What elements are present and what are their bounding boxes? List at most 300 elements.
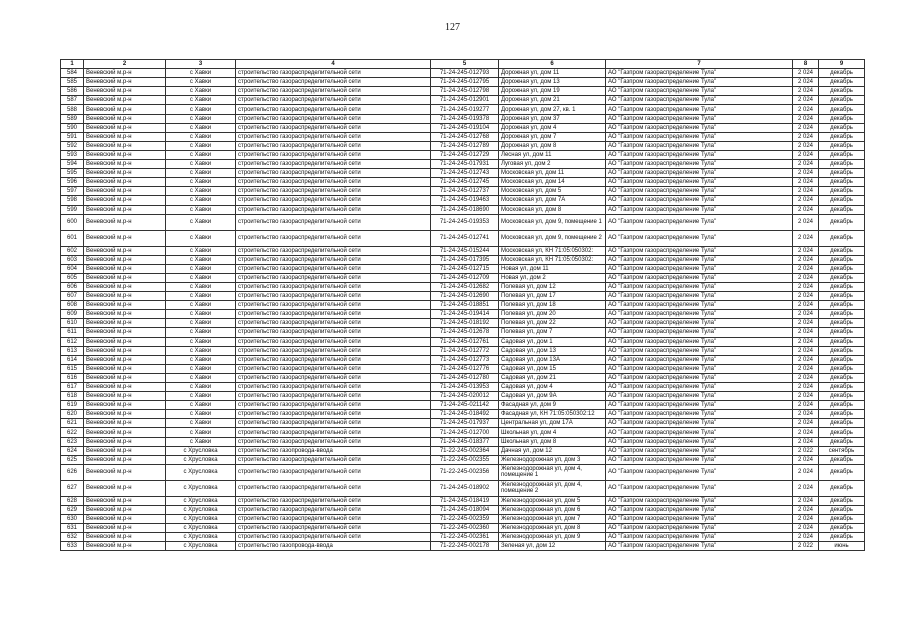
table-row bbox=[61, 515, 865, 524]
month-cell: декабрь bbox=[819, 355, 865, 364]
month-cell: декабрь bbox=[819, 196, 865, 205]
address-cell: Полевая ул, дом 17 bbox=[499, 292, 606, 301]
district-cell: Веневский м.р-н bbox=[84, 319, 166, 328]
address-cell: Садовая ул, дом 13А bbox=[499, 355, 606, 364]
application-number-cell: 71-24-245-020012 bbox=[431, 392, 499, 401]
work-type-cell: строительство газораспределительной сети bbox=[236, 187, 431, 196]
year-cell: 2 024 bbox=[793, 515, 819, 524]
organization-cell: АО "Газпром газораспределение Тула" bbox=[606, 78, 793, 87]
address-cell: Дорожная ул, дом 8 bbox=[499, 141, 606, 150]
year-cell: 2 024 bbox=[793, 464, 819, 480]
month-cell: декабрь bbox=[819, 132, 865, 141]
address-cell: Новая ул, дом 2 bbox=[499, 273, 606, 282]
address-cell: Московская ул, дом 11 bbox=[499, 169, 606, 178]
organization-cell: АО "Газпром газораспределение Тула" bbox=[606, 150, 793, 159]
month-cell: декабрь bbox=[819, 401, 865, 410]
year-cell: 2 024 bbox=[793, 496, 819, 505]
row-number-cell: 624 bbox=[61, 446, 84, 455]
district-cell: Веневский м.р-н bbox=[84, 123, 166, 132]
district-cell: Веневский м.р-н bbox=[84, 496, 166, 505]
table-row bbox=[61, 437, 865, 446]
district-cell: Веневский м.р-н bbox=[84, 480, 166, 496]
district-cell: Веневский м.р-н bbox=[84, 150, 166, 159]
work-type-cell: строительство газораспределительной сети bbox=[236, 533, 431, 542]
organization-cell: АО "Газпром газораспределение Тула" bbox=[606, 169, 793, 178]
row-number-cell: 614 bbox=[61, 355, 84, 364]
organization-cell: АО "Газпром газораспределение Тула" bbox=[606, 401, 793, 410]
settlement-cell: с Хавки bbox=[166, 78, 236, 87]
address-cell: Полевая ул, дом 22 bbox=[499, 319, 606, 328]
settlement-cell: с Хрусловка bbox=[166, 515, 236, 524]
table-row bbox=[61, 196, 865, 205]
table-row bbox=[61, 310, 865, 319]
year-cell: 2 024 bbox=[793, 392, 819, 401]
work-type-cell: строительство газораспределительной сети bbox=[236, 310, 431, 319]
year-cell: 2 024 bbox=[793, 401, 819, 410]
district-cell: Веневский м.р-н bbox=[84, 178, 166, 187]
table-row bbox=[61, 205, 865, 214]
address-cell: Дорожная ул, дом 4 bbox=[499, 123, 606, 132]
month-cell: декабрь bbox=[819, 437, 865, 446]
work-type-cell: строительство газораспределительной сети bbox=[236, 392, 431, 401]
address-cell: Дорожная ул, дом 7 bbox=[499, 132, 606, 141]
address-cell: Железнодорожная ул, дом 9 bbox=[499, 533, 606, 542]
table-row bbox=[61, 446, 865, 455]
organization-cell: АО "Газпром газораспределение Тула" bbox=[606, 437, 793, 446]
month-cell: декабрь bbox=[819, 496, 865, 505]
year-cell: 2 024 bbox=[793, 114, 819, 123]
work-type-cell: строительство газораспределительной сети bbox=[236, 169, 431, 178]
work-type-cell: строительство газораспределительной сети bbox=[236, 383, 431, 392]
row-number-cell: 629 bbox=[61, 505, 84, 514]
table-row bbox=[61, 364, 865, 373]
address-cell: Московская ул, дом 5 bbox=[499, 187, 606, 196]
settlement-cell: с Хавки bbox=[166, 282, 236, 291]
month-cell: декабрь bbox=[819, 87, 865, 96]
row-number-cell: 595 bbox=[61, 169, 84, 178]
year-cell: 2 024 bbox=[793, 355, 819, 364]
district-cell: Веневский м.р-н bbox=[84, 132, 166, 141]
application-number-cell: 71-24-245-012743 bbox=[431, 169, 499, 178]
row-number-cell: 613 bbox=[61, 346, 84, 355]
table-row bbox=[61, 105, 865, 114]
year-cell: 2 024 bbox=[793, 533, 819, 542]
table-row bbox=[61, 410, 865, 419]
settlement-cell: с Хавки bbox=[166, 419, 236, 428]
address-cell: Луговая ул, дом 2 bbox=[499, 160, 606, 169]
organization-cell: АО "Газпром газораспределение Тула" bbox=[606, 337, 793, 346]
year-cell: 2 024 bbox=[793, 132, 819, 141]
application-number-cell: 71-24-245-018690 bbox=[431, 205, 499, 214]
address-cell: Садовая ул, дом 15 bbox=[499, 364, 606, 373]
application-number-cell: 71-24-245-019277 bbox=[431, 105, 499, 114]
table-row bbox=[61, 428, 865, 437]
application-number-cell: 71-22-245-002361 bbox=[431, 533, 499, 542]
row-number-cell: 598 bbox=[61, 196, 84, 205]
district-cell: Веневский м.р-н bbox=[84, 337, 166, 346]
year-cell: 2 024 bbox=[793, 246, 819, 255]
district-cell: Веневский м.р-н bbox=[84, 328, 166, 337]
row-number-cell: 632 bbox=[61, 533, 84, 542]
month-cell: декабрь bbox=[819, 419, 865, 428]
row-number-cell: 623 bbox=[61, 437, 84, 446]
year-cell: 2 024 bbox=[793, 160, 819, 169]
settlement-cell: с Хрусловка bbox=[166, 480, 236, 496]
row-number-cell: 594 bbox=[61, 160, 84, 169]
organization-cell: АО "Газпром газораспределение Тула" bbox=[606, 355, 793, 364]
table-row bbox=[61, 319, 865, 328]
table-row bbox=[61, 533, 865, 542]
district-cell: Веневский м.р-н bbox=[84, 346, 166, 355]
organization-cell: АО "Газпром газораспределение Тула" bbox=[606, 524, 793, 533]
settlement-cell: с Хавки bbox=[166, 196, 236, 205]
address-cell: Московская ул, дом 8 bbox=[499, 205, 606, 214]
organization-cell: АО "Газпром газораспределение Тула" bbox=[606, 132, 793, 141]
application-number-cell: 71-24-245-012715 bbox=[431, 264, 499, 273]
organization-cell: АО "Газпром газораспределение Тула" bbox=[606, 515, 793, 524]
organization-cell: АО "Газпром газораспределение Тула" bbox=[606, 505, 793, 514]
organization-cell: АО "Газпром газораспределение Тула" bbox=[606, 105, 793, 114]
year-cell: 2 024 bbox=[793, 123, 819, 132]
row-number-cell: 628 bbox=[61, 496, 84, 505]
address-cell: Железнодорожная ул, дом 3 bbox=[499, 455, 606, 464]
organization-cell: АО "Газпром газораспределение Тула" bbox=[606, 346, 793, 355]
application-number-cell: 71-22-245-002360 bbox=[431, 524, 499, 533]
month-cell: декабрь bbox=[819, 455, 865, 464]
year-cell: 2 024 bbox=[793, 337, 819, 346]
table-row bbox=[61, 496, 865, 505]
work-type-cell: строительство газораспределительной сети bbox=[236, 69, 431, 78]
settlement-cell: с Хавки bbox=[166, 410, 236, 419]
organization-cell: АО "Газпром газораспределение Тула" bbox=[606, 282, 793, 291]
district-cell: Веневский м.р-н bbox=[84, 310, 166, 319]
application-number-cell: 71-24-245-017937 bbox=[431, 419, 499, 428]
table-row bbox=[61, 355, 865, 364]
organization-cell: АО "Газпром газораспределение Тула" bbox=[606, 205, 793, 214]
table-row bbox=[61, 114, 865, 123]
district-cell: Веневский м.р-н bbox=[84, 446, 166, 455]
row-number-cell: 603 bbox=[61, 255, 84, 264]
row-number-cell: 602 bbox=[61, 246, 84, 255]
year-cell: 2 024 bbox=[793, 319, 819, 328]
month-cell: декабрь bbox=[819, 105, 865, 114]
organization-cell: АО "Газпром газораспределение Тула" bbox=[606, 392, 793, 401]
district-cell: Веневский м.р-н bbox=[84, 292, 166, 301]
organization-cell: АО "Газпром газораспределение Тула" bbox=[606, 255, 793, 264]
row-number-cell: 611 bbox=[61, 328, 84, 337]
work-type-cell: строительство газораспределительной сети bbox=[236, 87, 431, 96]
organization-cell: АО "Газпром газораспределение Тула" bbox=[606, 96, 793, 105]
year-cell: 2 024 bbox=[793, 301, 819, 310]
address-cell: Железнодорожная ул, дом 6 bbox=[499, 505, 606, 514]
district-cell: Веневский м.р-н bbox=[84, 105, 166, 114]
district-cell: Веневский м.р-н bbox=[84, 160, 166, 169]
organization-cell: АО "Газпром газораспределение Тула" bbox=[606, 419, 793, 428]
settlement-cell: с Хавки bbox=[166, 255, 236, 264]
application-number-cell: 71-22-245-002356 bbox=[431, 464, 499, 480]
month-cell: декабрь bbox=[819, 533, 865, 542]
settlement-cell: с Хавки bbox=[166, 292, 236, 301]
settlement-cell: с Хавки bbox=[166, 96, 236, 105]
settlement-cell: с Хавки bbox=[166, 246, 236, 255]
organization-cell: АО "Газпром газораспределение Тула" bbox=[606, 123, 793, 132]
district-cell: Веневский м.р-н bbox=[84, 355, 166, 364]
year-cell: 2 024 bbox=[793, 264, 819, 273]
settlement-cell: с Хавки bbox=[166, 273, 236, 282]
table-row bbox=[61, 328, 865, 337]
work-type-cell: строительство газораспределительной сети bbox=[236, 132, 431, 141]
work-type-cell: строительство газораспределительной сети bbox=[236, 292, 431, 301]
month-cell: июнь bbox=[819, 542, 865, 551]
year-cell: 2 024 bbox=[793, 178, 819, 187]
table-row bbox=[61, 401, 865, 410]
column-header: 2 bbox=[84, 60, 166, 69]
row-number-cell: 631 bbox=[61, 524, 84, 533]
row-number-cell: 607 bbox=[61, 292, 84, 301]
organization-cell: АО "Газпром газораспределение Тула" bbox=[606, 273, 793, 282]
application-number-cell: 71-24-245-021142 bbox=[431, 401, 499, 410]
work-type-cell: строительство газораспределительной сети bbox=[236, 328, 431, 337]
work-type-cell: строительство газораспределительной сети bbox=[236, 428, 431, 437]
settlement-cell: с Хавки bbox=[166, 230, 236, 246]
address-cell: Полевая ул, дом 7 bbox=[499, 328, 606, 337]
address-cell: Школьная ул, дом 4 bbox=[499, 428, 606, 437]
application-number-cell: 71-24-245-012773 bbox=[431, 355, 499, 364]
settlement-cell: с Хрусловка bbox=[166, 533, 236, 542]
organization-cell: АО "Газпром газораспределение Тула" bbox=[606, 196, 793, 205]
month-cell: декабрь bbox=[819, 205, 865, 214]
table-row bbox=[61, 505, 865, 514]
month-cell: декабрь bbox=[819, 383, 865, 392]
district-cell: Веневский м.р-н bbox=[84, 187, 166, 196]
address-cell: Железнодорожная ул, дом 4, помещение 1 bbox=[499, 464, 606, 480]
application-number-cell: 71-24-245-012690 bbox=[431, 292, 499, 301]
organization-cell: АО "Газпром газораспределение Тула" bbox=[606, 446, 793, 455]
row-number-cell: 608 bbox=[61, 301, 84, 310]
table-row bbox=[61, 69, 865, 78]
table-row bbox=[61, 178, 865, 187]
table-row bbox=[61, 373, 865, 382]
table-row bbox=[61, 464, 865, 480]
column-header: 3 bbox=[166, 60, 236, 69]
month-cell: декабрь bbox=[819, 187, 865, 196]
district-cell: Веневский м.р-н bbox=[84, 464, 166, 480]
month-cell: декабрь bbox=[819, 123, 865, 132]
organization-cell: АО "Газпром газораспределение Тула" bbox=[606, 214, 793, 230]
table-row bbox=[61, 187, 865, 196]
organization-cell: АО "Газпром газораспределение Тула" bbox=[606, 301, 793, 310]
settlement-cell: с Хавки bbox=[166, 87, 236, 96]
year-cell: 2 024 bbox=[793, 292, 819, 301]
month-cell: декабрь bbox=[819, 96, 865, 105]
address-cell: Зеленая ул, дом 12 bbox=[499, 542, 606, 551]
district-cell: Веневский м.р-н bbox=[84, 383, 166, 392]
district-cell: Веневский м.р-н bbox=[84, 69, 166, 78]
month-cell: декабрь bbox=[819, 328, 865, 337]
year-cell: 2 024 bbox=[793, 273, 819, 282]
work-type-cell: строительство газораспределительной сети bbox=[236, 141, 431, 150]
month-cell: декабрь bbox=[819, 178, 865, 187]
district-cell: Веневский м.р-н bbox=[84, 515, 166, 524]
year-cell: 2 024 bbox=[793, 282, 819, 291]
address-cell: Железнодорожная ул, дом 8 bbox=[499, 524, 606, 533]
year-cell: 2 024 bbox=[793, 364, 819, 373]
address-cell: Дорожная ул, дом 11 bbox=[499, 69, 606, 78]
work-type-cell: строительство газораспределительной сети bbox=[236, 196, 431, 205]
year-cell: 2 024 bbox=[793, 383, 819, 392]
table-row bbox=[61, 480, 865, 496]
application-number-cell: 71-24-245-019463 bbox=[431, 196, 499, 205]
work-type-cell: строительство газораспределительной сети bbox=[236, 96, 431, 105]
address-cell: Московская ул, КН 71:05:050302: bbox=[499, 246, 606, 255]
district-cell: Веневский м.р-н bbox=[84, 364, 166, 373]
year-cell: 2 024 bbox=[793, 169, 819, 178]
month-cell: сентябрь bbox=[819, 446, 865, 455]
settlement-cell: с Хрусловка bbox=[166, 455, 236, 464]
column-header: 1 bbox=[61, 60, 84, 69]
settlement-cell: с Хавки bbox=[166, 132, 236, 141]
district-cell: Веневский м.р-н bbox=[84, 437, 166, 446]
settlement-cell: с Хрусловка bbox=[166, 542, 236, 551]
address-cell: Садовая ул, дом 9А bbox=[499, 392, 606, 401]
organization-cell: АО "Газпром газораспределение Тула" bbox=[606, 383, 793, 392]
work-type-cell: строительство газораспределительной сети bbox=[236, 178, 431, 187]
year-cell: 2 024 bbox=[793, 78, 819, 87]
month-cell: декабрь bbox=[819, 319, 865, 328]
district-cell: Веневский м.р-н bbox=[84, 205, 166, 214]
organization-cell: АО "Газпром газораспределение Тула" bbox=[606, 464, 793, 480]
work-type-cell: строительство газораспределительной сети bbox=[236, 246, 431, 255]
row-number-cell: 587 bbox=[61, 96, 84, 105]
settlement-cell: с Хавки bbox=[166, 150, 236, 159]
address-cell: Полевая ул, дом 20 bbox=[499, 310, 606, 319]
work-type-cell: строительство газораспределительной сети bbox=[236, 496, 431, 505]
month-cell: декабрь bbox=[819, 230, 865, 246]
district-cell: Веневский м.р-н bbox=[84, 246, 166, 255]
organization-cell: АО "Газпром газораспределение Тула" bbox=[606, 264, 793, 273]
work-type-cell: строительство газораспределительной сети bbox=[236, 401, 431, 410]
address-cell: Железнодорожная ул, дом 5 bbox=[499, 496, 606, 505]
row-number-cell: 597 bbox=[61, 187, 84, 196]
work-type-cell: строительство газораспределительной сети bbox=[236, 524, 431, 533]
settlement-cell: с Хавки bbox=[166, 69, 236, 78]
work-type-cell: строительство газораспределительной сети bbox=[236, 410, 431, 419]
district-cell: Веневский м.р-н bbox=[84, 141, 166, 150]
settlement-cell: с Хавки bbox=[166, 187, 236, 196]
application-number-cell: 71-24-245-012761 bbox=[431, 337, 499, 346]
table-row bbox=[61, 255, 865, 264]
district-cell: Веневский м.р-н bbox=[84, 542, 166, 551]
table-row bbox=[61, 132, 865, 141]
settlement-cell: с Хавки bbox=[166, 373, 236, 382]
application-number-cell: 71-24-245-019353 bbox=[431, 214, 499, 230]
work-type-cell: строительство газораспределительной сети bbox=[236, 437, 431, 446]
data-table bbox=[60, 59, 865, 551]
table-row bbox=[61, 292, 865, 301]
district-cell: Веневский м.р-н bbox=[84, 410, 166, 419]
year-cell: 2 024 bbox=[793, 524, 819, 533]
month-cell: декабрь bbox=[819, 480, 865, 496]
work-type-cell: строительство газораспределительной сети bbox=[236, 78, 431, 87]
table-row bbox=[61, 455, 865, 464]
row-number-cell: 586 bbox=[61, 87, 84, 96]
organization-cell: АО "Газпром газораспределение Тула" bbox=[606, 69, 793, 78]
settlement-cell: с Хавки bbox=[166, 141, 236, 150]
column-header: 5 bbox=[431, 60, 499, 69]
work-type-cell: строительство газораспределительной сети bbox=[236, 114, 431, 123]
row-number-cell: 604 bbox=[61, 264, 84, 273]
settlement-cell: с Хавки bbox=[166, 337, 236, 346]
application-number-cell: 71-24-245-012745 bbox=[431, 178, 499, 187]
application-number-cell: 71-24-245-012780 bbox=[431, 373, 499, 382]
table-row bbox=[61, 392, 865, 401]
month-cell: декабрь bbox=[819, 78, 865, 87]
year-cell: 2 024 bbox=[793, 87, 819, 96]
work-type-cell: строительство газораспределительной сети bbox=[236, 464, 431, 480]
year-cell: 2 022 bbox=[793, 542, 819, 551]
table-row bbox=[61, 542, 865, 551]
settlement-cell: с Хавки bbox=[166, 355, 236, 364]
month-cell: декабрь bbox=[819, 515, 865, 524]
district-cell: Веневский м.р-н bbox=[84, 524, 166, 533]
table-row bbox=[61, 214, 865, 230]
organization-cell: АО "Газпром газораспределение Тула" bbox=[606, 87, 793, 96]
organization-cell: АО "Газпром газораспределение Тула" bbox=[606, 319, 793, 328]
district-cell: Веневский м.р-н bbox=[84, 533, 166, 542]
application-number-cell: 71-24-245-018094 bbox=[431, 505, 499, 514]
year-cell: 2 024 bbox=[793, 428, 819, 437]
row-number-cell: 627 bbox=[61, 480, 84, 496]
work-type-cell: строительство газораспределительной сети bbox=[236, 455, 431, 464]
organization-cell: АО "Газпром газораспределение Тула" bbox=[606, 373, 793, 382]
address-cell: Железнодорожная ул, дом 7 bbox=[499, 515, 606, 524]
row-number-cell: 605 bbox=[61, 273, 84, 282]
work-type-cell: строительство газораспределительной сети bbox=[236, 319, 431, 328]
work-type-cell: строительство газораспределительной сети bbox=[236, 150, 431, 159]
row-number-cell: 615 bbox=[61, 364, 84, 373]
address-cell: Московская ул, дом 9, помещение 2 bbox=[499, 230, 606, 246]
work-type-cell: строительство газораспределительной сети bbox=[236, 205, 431, 214]
address-cell: Дачная ул, дом 12 bbox=[499, 446, 606, 455]
address-cell: Дорожная ул, дом 21 bbox=[499, 96, 606, 105]
organization-cell: АО "Газпром газораспределение Тула" bbox=[606, 114, 793, 123]
row-number-cell: 589 bbox=[61, 114, 84, 123]
settlement-cell: с Хавки bbox=[166, 160, 236, 169]
year-cell: 2 024 bbox=[793, 437, 819, 446]
application-number-cell: 71-24-245-018902 bbox=[431, 480, 499, 496]
organization-cell: АО "Газпром газораспределение Тула" bbox=[606, 455, 793, 464]
column-header: 7 bbox=[606, 60, 793, 69]
work-type-cell: строительство газораспределительной сети bbox=[236, 273, 431, 282]
application-number-cell: 71-24-245-012682 bbox=[431, 282, 499, 291]
table-row bbox=[61, 87, 865, 96]
month-cell: декабрь bbox=[819, 337, 865, 346]
organization-cell: АО "Газпром газораспределение Тула" bbox=[606, 480, 793, 496]
row-number-cell: 596 bbox=[61, 178, 84, 187]
district-cell: Веневский м.р-н bbox=[84, 255, 166, 264]
row-number-cell: 593 bbox=[61, 150, 84, 159]
address-cell: Школьная ул, дом 8 bbox=[499, 437, 606, 446]
year-cell: 2 024 bbox=[793, 230, 819, 246]
settlement-cell: с Хавки bbox=[166, 401, 236, 410]
year-cell: 2 024 bbox=[793, 196, 819, 205]
row-number-cell: 591 bbox=[61, 132, 84, 141]
month-cell: декабрь bbox=[819, 292, 865, 301]
address-cell: Дорожная ул, дом 19 bbox=[499, 87, 606, 96]
row-number-cell: 592 bbox=[61, 141, 84, 150]
year-cell: 2 024 bbox=[793, 505, 819, 514]
month-cell: декабрь bbox=[819, 255, 865, 264]
